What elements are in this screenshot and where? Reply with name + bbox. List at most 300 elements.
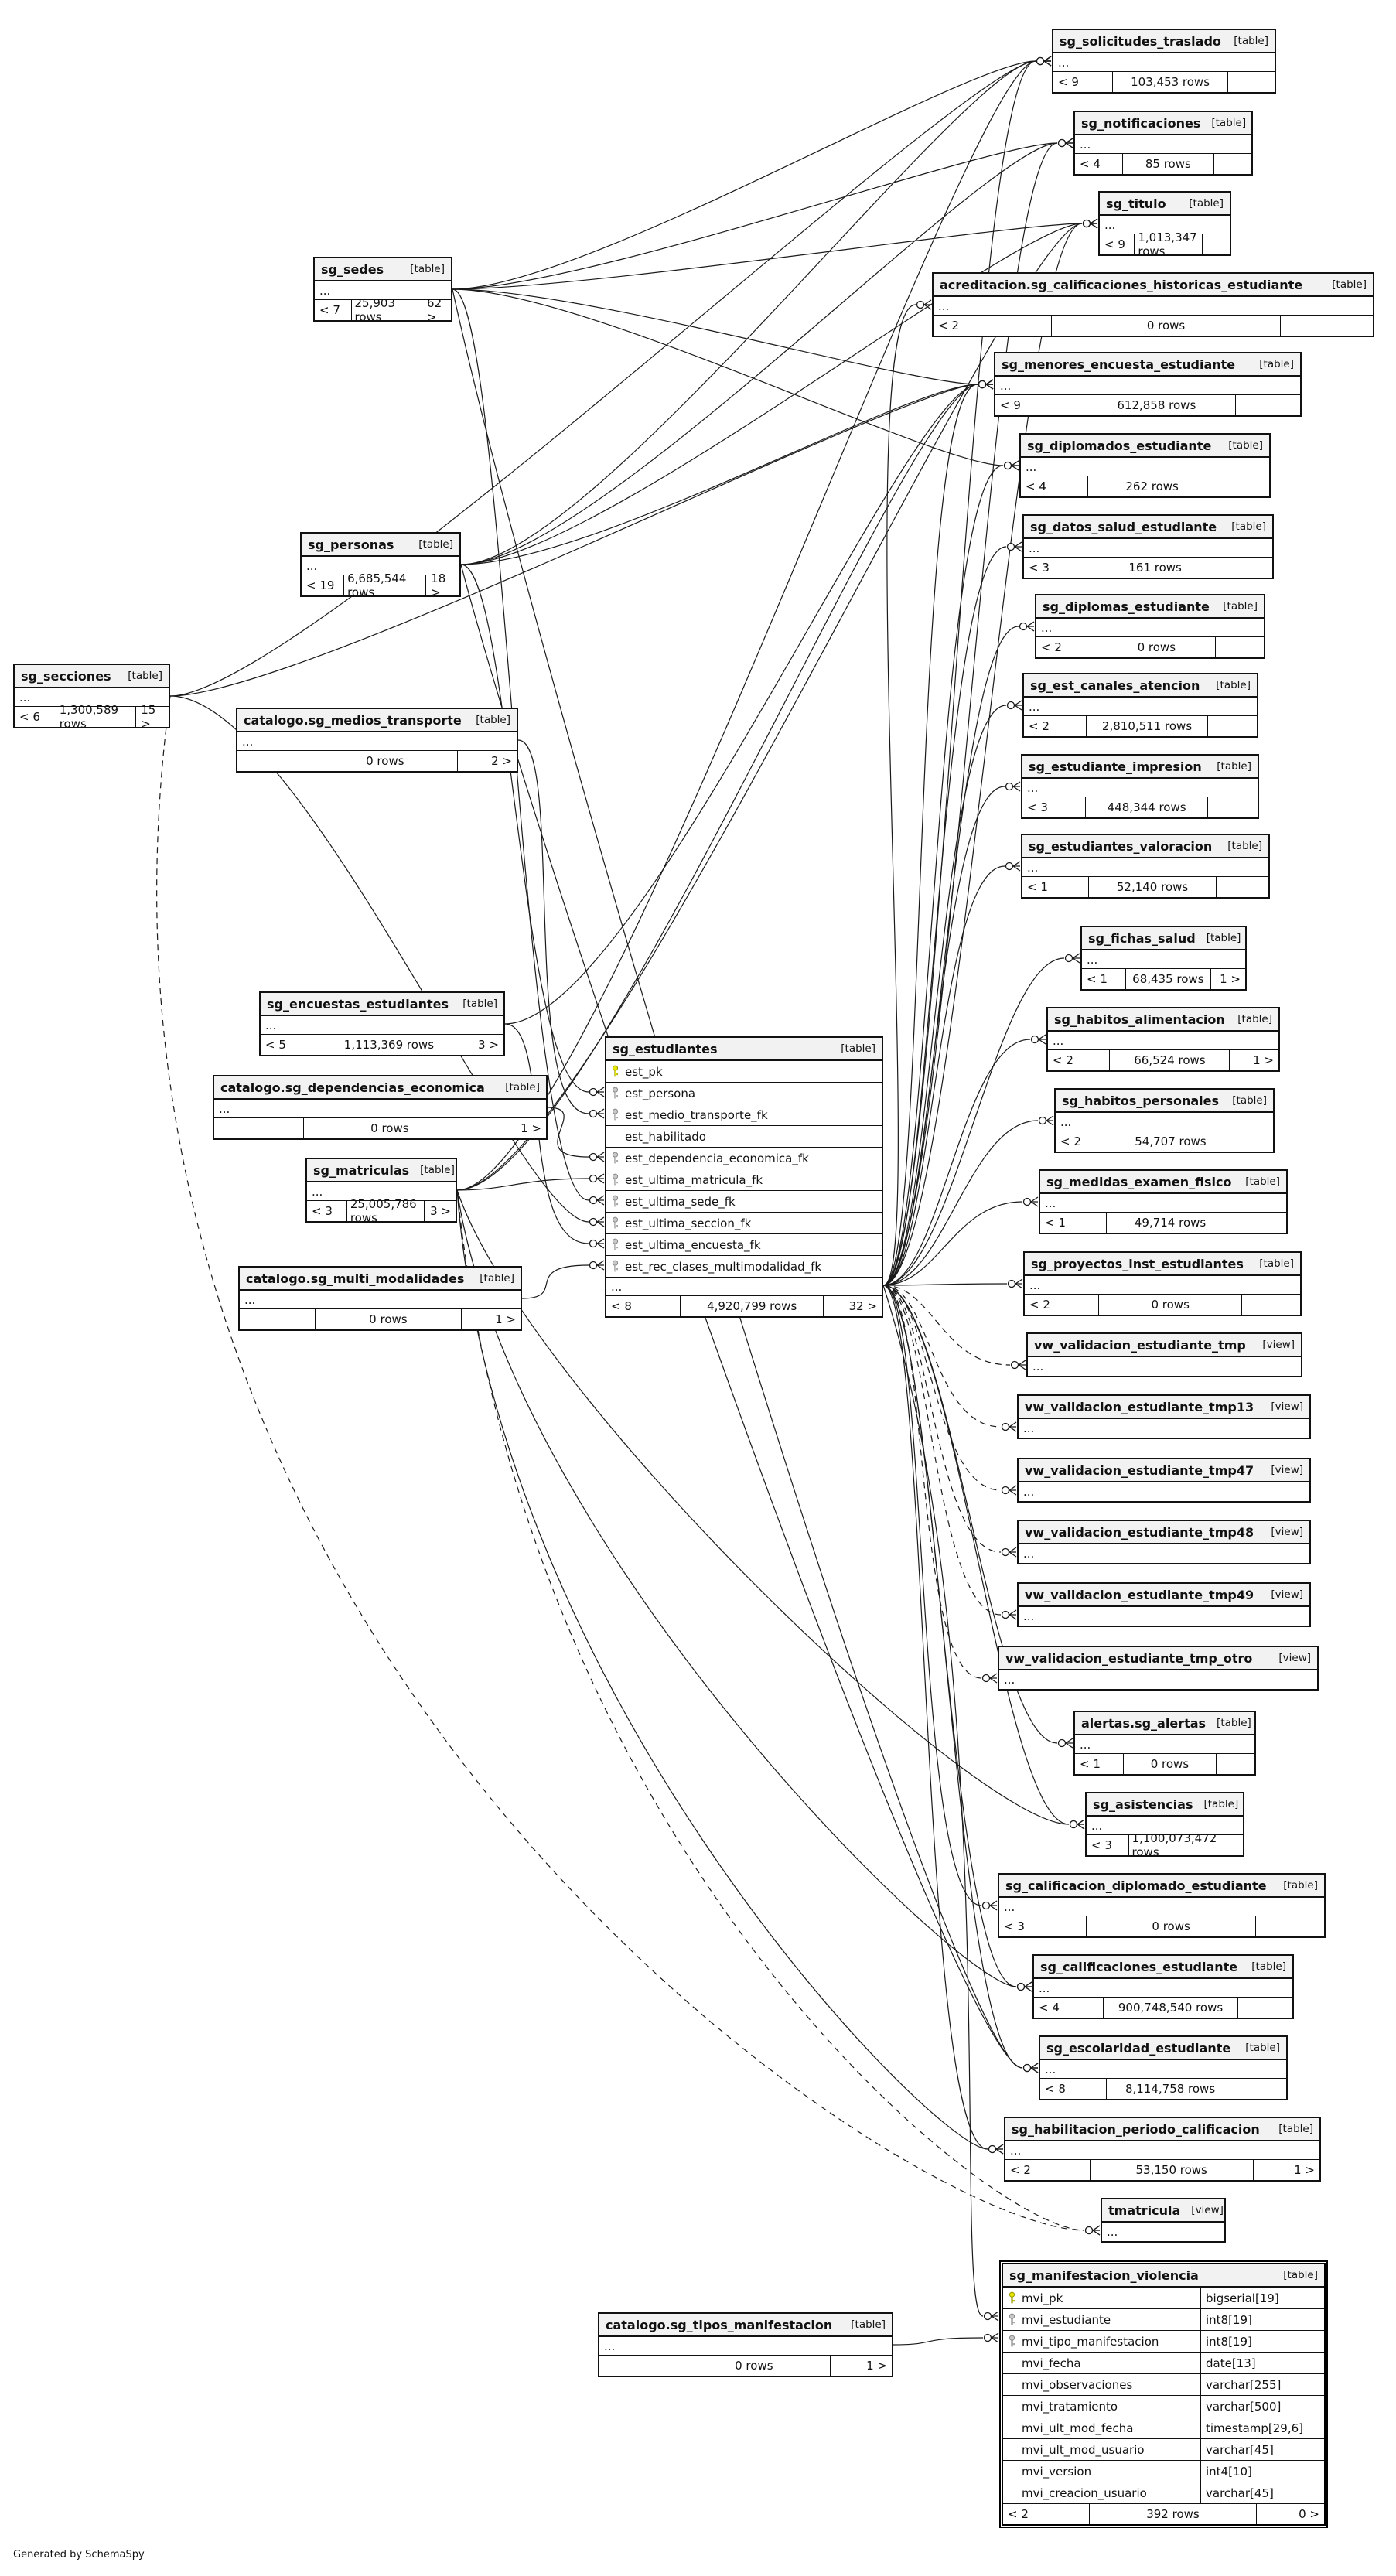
- stats-row: [1087, 1831, 1243, 1859]
- table-name[interactable]: sg_matriculas: [313, 1162, 410, 1178]
- table-kind-tag: [table]: [1223, 600, 1258, 612]
- table-kind-tag: [table]: [480, 1272, 514, 1285]
- table-card-medios[interactable]: [236, 708, 518, 773]
- table-kind-tag: [table]: [1234, 35, 1268, 47]
- table-name[interactable]: sg_estudiante_impresion: [1029, 759, 1202, 774]
- column-name: mvi_creacion_usuario: [1022, 2486, 1147, 2500]
- table-name[interactable]: sg_solicitudes_traslado: [1060, 33, 1221, 49]
- incoming-fk-count: < 1: [1022, 877, 1089, 897]
- edge-circle-terminator: [1066, 955, 1073, 962]
- table-name[interactable]: vw_validacion_estudiante_tmp_otro: [1005, 1650, 1253, 1666]
- ellipsis-row: ...: [1023, 1485, 1035, 1499]
- table-kind-tag: [table]: [1203, 1798, 1239, 1810]
- table-card-habilitacion[interactable]: [1004, 2117, 1321, 2182]
- table-header: [302, 534, 459, 557]
- column-row: [606, 1061, 882, 1083]
- table-kind-tag: [table]: [1189, 197, 1224, 210]
- edge-circle-terminator: [1020, 623, 1027, 630]
- column-type: varchar[255]: [1200, 2374, 1324, 2395]
- table-card-datos_salud[interactable]: [1022, 514, 1274, 579]
- ellipsis-row: ...: [1022, 779, 1258, 797]
- column-name: mvi_pk: [1022, 2291, 1063, 2305]
- table-card-menores[interactable]: [994, 352, 1302, 417]
- column-name: est_habilitado: [625, 1129, 706, 1144]
- table-kind-tag: [table]: [1259, 358, 1294, 370]
- incoming-fk-count: < 9: [1100, 234, 1135, 254]
- ellipsis-row: ...: [1082, 950, 1245, 969]
- edge-crowfoot-arrow: [597, 1174, 604, 1183]
- column-type: int8[19]: [1200, 2331, 1324, 2352]
- row-count: 53,150 rows: [1091, 2160, 1254, 2180]
- table-card-vw_tmp_otro[interactable]: [998, 1646, 1319, 1691]
- column-name: est_persona: [625, 1086, 696, 1100]
- relationship-edge: [883, 1284, 1007, 1285]
- table-card-habitos_pers[interactable]: [1054, 1088, 1275, 1153]
- relationship-edge: [883, 1285, 983, 2316]
- table-header: [1056, 1090, 1273, 1113]
- column-row: [606, 1148, 882, 1169]
- row-count: 25,903 rows: [352, 300, 423, 320]
- table-kind-tag: [view]: [1271, 1526, 1303, 1538]
- row-count: 103,453 rows: [1113, 72, 1228, 92]
- table-kind-tag: [table]: [410, 263, 445, 275]
- stats-row: [1056, 1131, 1273, 1152]
- row-count: 900,748,540 rows: [1104, 1998, 1238, 2018]
- column-row: [1003, 2288, 1324, 2309]
- table-header: [307, 1159, 456, 1182]
- table-card-habitos_alim[interactable]: [1046, 1007, 1280, 1072]
- table-card-tipos[interactable]: [598, 2312, 893, 2377]
- stats-row: [1082, 969, 1245, 989]
- edge-circle-terminator: [983, 1675, 990, 1682]
- table-name[interactable]: tmatricula: [1108, 2202, 1181, 2218]
- table-kind-tag: [view]: [1262, 1339, 1295, 1351]
- table-name[interactable]: sg_encuestas_estudiantes: [267, 996, 449, 1012]
- incoming-fk-count: < 5: [261, 1035, 326, 1055]
- edge-crowfoot-arrow: [990, 1901, 997, 1910]
- outgoing-fk-count: 1 >: [1294, 2163, 1315, 2177]
- ellipsis-row: ...: [1075, 1735, 1254, 1754]
- column-name: est_pk: [625, 1064, 663, 1079]
- ellipsis-row: ...: [1040, 2060, 1286, 2079]
- table-name[interactable]: sg_menores_encuesta_estudiante: [1002, 357, 1236, 372]
- table-header: [599, 2314, 892, 2337]
- table-kind-tag: [view]: [1271, 1401, 1303, 1413]
- table-card-asistencias[interactable]: [1085, 1792, 1244, 1857]
- edge-crowfoot-arrow: [1015, 701, 1022, 710]
- stats-row: [1022, 877, 1268, 897]
- incoming-fk-count: < 2: [1056, 1131, 1114, 1152]
- table-card-escolaridad[interactable]: [1039, 2035, 1288, 2100]
- table-name[interactable]: sg_habilitacion_periodo_calificacion: [1012, 2121, 1260, 2137]
- table-header: [1019, 1396, 1309, 1419]
- column-type: int4[10]: [1200, 2461, 1324, 2482]
- table-name[interactable]: sg_habitos_personales: [1062, 1093, 1220, 1108]
- stats-row: [261, 1035, 503, 1055]
- table-kind-tag: [view]: [1278, 1652, 1311, 1664]
- relationship-edge: [883, 466, 1003, 1285]
- table-name[interactable]: vw_validacion_estudiante_tmp49: [1025, 1587, 1254, 1602]
- table-card-fichas[interactable]: [1080, 926, 1247, 991]
- outgoing-fk-count: [1281, 316, 1373, 336]
- table-kind-tag: [table]: [1211, 117, 1247, 129]
- key-spacer: [1008, 2356, 1016, 2370]
- edge-crowfoot-arrow: [1039, 1035, 1046, 1044]
- table-name[interactable]: vw_validacion_estudiante_tmp48: [1025, 1524, 1254, 1540]
- stats-row: [214, 1118, 546, 1138]
- ellipsis-row: ...: [302, 557, 459, 575]
- relationship-edge: [518, 740, 589, 1114]
- ellipsis-row: ...: [599, 2337, 892, 2356]
- table-card-vw_tmp13[interactable]: [1017, 1394, 1311, 1439]
- table-card-estudiantes[interactable]: [605, 1036, 883, 1318]
- relationship-edge: [893, 2338, 983, 2345]
- row-count: 6,685,544 rows: [344, 575, 426, 595]
- table-name[interactable]: sg_secciones: [21, 668, 111, 684]
- table-card-calif_diplomado[interactable]: [998, 1873, 1326, 1938]
- table-kind-tag: [table]: [1251, 1960, 1286, 1973]
- outgoing-fk-count: [1242, 1295, 1300, 1315]
- column-name: mvi_estudiante: [1022, 2312, 1111, 2327]
- table-kind-tag: [table]: [1332, 278, 1367, 291]
- edge-crowfoot-arrow: [1025, 1982, 1032, 1991]
- table-card-sedes[interactable]: [313, 257, 452, 322]
- incoming-fk-count: < 6: [15, 707, 56, 727]
- table-name[interactable]: vw_validacion_estudiante_tmp47: [1025, 1462, 1254, 1478]
- table-name[interactable]: sg_calificaciones_estudiante: [1040, 1959, 1238, 1974]
- table-card-titulo[interactable]: [1098, 191, 1231, 256]
- stats-row: [1036, 637, 1264, 657]
- edge-crowfoot-arrow: [1009, 1610, 1016, 1619]
- table-card-canales[interactable]: [1022, 673, 1258, 738]
- foreign-key-icon: [611, 1087, 619, 1100]
- incoming-fk-count: < 9: [995, 395, 1077, 415]
- stats-row: [237, 751, 517, 771]
- table-name[interactable]: catalogo.sg_multi_modalidades: [246, 1271, 465, 1286]
- table-kind-tag: [table]: [1206, 932, 1241, 944]
- table-header: [1003, 2264, 1324, 2288]
- outgoing-fk-count: [1228, 72, 1275, 92]
- table-kind-tag: [table]: [476, 714, 510, 726]
- row-count: 0 rows: [316, 1309, 462, 1329]
- incoming-fk-count: < 2: [1003, 2504, 1090, 2524]
- table-name[interactable]: sg_personas: [308, 537, 394, 552]
- row-count: 1,013,347 rows: [1135, 234, 1202, 254]
- outgoing-fk-count: [1227, 1131, 1273, 1152]
- row-count: 0 rows: [1099, 1295, 1242, 1315]
- row-count: 0 rows: [1097, 637, 1216, 657]
- table-header: [1036, 595, 1264, 619]
- row-count: 262 rows: [1088, 476, 1217, 496]
- table-header: [1024, 516, 1272, 539]
- stats-row: [1040, 2079, 1286, 2099]
- edge-crowfoot-arrow: [597, 1109, 604, 1118]
- table-card-alertas[interactable]: [1073, 1711, 1256, 1776]
- column-row: [606, 1083, 882, 1104]
- edge-circle-terminator: [1012, 1362, 1019, 1369]
- relationship-edge: [170, 61, 1036, 696]
- ellipsis-row: ...: [1040, 1194, 1286, 1213]
- edge-circle-terminator: [1018, 1984, 1025, 1991]
- row-count: 0 rows: [678, 2356, 831, 2376]
- row-count: 0 rows: [304, 1118, 476, 1138]
- table-name[interactable]: sg_diplomas_estudiante: [1043, 599, 1210, 614]
- relationship-edge: [883, 61, 1036, 1285]
- incoming-fk-count: < 7: [315, 300, 352, 320]
- edge-circle-terminator: [1024, 1199, 1031, 1206]
- stats-row: [1021, 476, 1269, 496]
- edge-circle-terminator: [979, 381, 986, 388]
- outgoing-fk-count: [1208, 797, 1258, 817]
- ellipsis-row: ...: [1005, 2141, 1319, 2160]
- table-header: [1053, 30, 1275, 53]
- table-kind-tag: [table]: [462, 998, 497, 1010]
- table-name[interactable]: sg_datos_salud_estudiante: [1030, 519, 1217, 534]
- table-name[interactable]: acreditacion.sg_calificaciones_historicas_estudiante: [940, 277, 1303, 292]
- ellipsis-row: ...: [1056, 1113, 1273, 1131]
- incoming-fk-count: [237, 751, 312, 771]
- relationship-edge: [883, 1285, 1016, 1987]
- table-header: [1040, 1171, 1286, 1194]
- table-name[interactable]: vw_validacion_estudiante_tmp13: [1025, 1399, 1254, 1414]
- table-header: [1005, 2118, 1319, 2141]
- incoming-fk-count: < 3: [999, 1916, 1087, 1936]
- ellipsis-row: ...: [999, 1898, 1324, 1916]
- table-name[interactable]: sg_estudiantes_valoracion: [1029, 838, 1213, 854]
- table-header: [1087, 1793, 1243, 1817]
- table-kind-tag: [table]: [1227, 840, 1262, 852]
- incoming-fk-count: [214, 1118, 304, 1138]
- foreign-key-icon: [611, 1216, 619, 1230]
- relationship-edge: [883, 305, 916, 1285]
- table-kind-tag: [table]: [1278, 2123, 1313, 2135]
- table-card-personas[interactable]: [300, 532, 461, 597]
- incoming-fk-count: < 1: [1082, 969, 1126, 989]
- table-header: [214, 1076, 546, 1100]
- stats-row: [1053, 72, 1275, 92]
- stats-row: [1100, 230, 1230, 258]
- table-header: [315, 258, 451, 281]
- relationship-edge: [883, 384, 978, 1285]
- relationship-edge: [457, 1190, 988, 2149]
- table-kind-tag: [table]: [1231, 520, 1266, 533]
- edge-circle-terminator: [1037, 58, 1044, 65]
- table-header: [1021, 435, 1269, 458]
- table-header: [1028, 1334, 1301, 1357]
- table-name[interactable]: alertas.sg_alertas: [1081, 1715, 1207, 1731]
- table-name[interactable]: sg_calificacion_diplomado_estudiante: [1005, 1878, 1267, 1893]
- table-card-impresion[interactable]: [1021, 754, 1259, 819]
- table-name[interactable]: sg_notificaciones: [1081, 115, 1201, 131]
- table-card-manifestacion[interactable]: [999, 2260, 1328, 2528]
- relationship-edge: [522, 1265, 589, 1298]
- primary-key-icon: [611, 1065, 619, 1078]
- table-name[interactable]: sg_escolaridad_estudiante: [1046, 2040, 1231, 2056]
- ellipsis-row: ...: [1053, 53, 1275, 72]
- row-count: 612,858 rows: [1077, 395, 1236, 415]
- edge-crowfoot-arrow: [1044, 56, 1051, 66]
- edge-crowfoot-arrow: [1013, 862, 1020, 871]
- table-header: [240, 1268, 521, 1291]
- relationship-edge: [452, 143, 1057, 289]
- table-card-valoracion[interactable]: [1021, 834, 1270, 899]
- key-spacer: [1008, 2378, 1016, 2391]
- ellipsis-row: ...: [1022, 858, 1268, 877]
- edge-circle-terminator: [1070, 1821, 1077, 1828]
- foreign-key-icon: [611, 1238, 619, 1251]
- table-card-encuestas[interactable]: [259, 991, 505, 1056]
- incoming-fk-count: < 8: [1040, 2079, 1107, 2099]
- table-card-proyectos[interactable]: [1023, 1251, 1302, 1316]
- table-card-matriculas[interactable]: [305, 1158, 457, 1223]
- table-card-vw_tmp47[interactable]: [1017, 1458, 1311, 1503]
- edge-crowfoot-arrow: [986, 380, 993, 389]
- ellipsis-row: ...: [1107, 2225, 1118, 2239]
- stats-row: [1003, 2504, 1324, 2524]
- table-header: [1025, 1253, 1300, 1276]
- table-header: [1022, 835, 1268, 858]
- outgoing-fk-count: 3 >: [430, 1204, 451, 1218]
- relationship-edge: [883, 547, 1006, 1285]
- column-name: est_ultima_seccion_fk: [625, 1216, 752, 1230]
- edge-circle-terminator: [983, 1902, 990, 1909]
- incoming-fk-count: < 8: [606, 1296, 681, 1316]
- foreign-key-icon: [1008, 2313, 1016, 2326]
- outgoing-fk-count: [1220, 558, 1272, 578]
- table-card-notificaciones[interactable]: [1073, 111, 1253, 176]
- edge-circle-terminator: [1002, 1549, 1009, 1556]
- edge-crowfoot-arrow: [1066, 1738, 1073, 1748]
- relationship-edge: [452, 61, 1036, 289]
- table-header: [1034, 1956, 1292, 1979]
- edge-circle-terminator: [590, 1154, 597, 1161]
- table-name[interactable]: catalogo.sg_dependencias_economica: [220, 1080, 485, 1095]
- table-name[interactable]: catalogo.sg_medios_transporte: [244, 712, 462, 728]
- table-card-vw_tmp48[interactable]: [1017, 1520, 1311, 1564]
- table-name[interactable]: sg_proyectos_inst_estudiantes: [1031, 1256, 1244, 1271]
- ellipsis-row: ...: [1075, 135, 1251, 154]
- outgoing-fk-count: 1 >: [521, 1121, 541, 1135]
- table-name[interactable]: sg_diplomados_estudiante: [1027, 438, 1212, 453]
- column-type: varchar[500]: [1200, 2396, 1324, 2417]
- edge-circle-terminator: [1006, 863, 1013, 870]
- edge-crowfoot-arrow: [992, 2333, 998, 2342]
- table-card-multi[interactable]: [238, 1266, 522, 1331]
- row-count: 85 rows: [1123, 154, 1215, 174]
- table-card-medidas[interactable]: [1039, 1169, 1288, 1234]
- edge-crowfoot-arrow: [1015, 1279, 1022, 1288]
- table-card-vw_tmp[interactable]: [1026, 1332, 1302, 1377]
- table-name[interactable]: catalogo.sg_tipos_manifestacion: [606, 2317, 833, 2332]
- table-card-tmatricula[interactable]: [1101, 2198, 1226, 2243]
- edge-crowfoot-arrow: [597, 1196, 604, 1205]
- incoming-fk-count: < 2: [1048, 1050, 1110, 1070]
- table-card-diplomados[interactable]: [1019, 433, 1271, 498]
- ellipsis-row: ...: [995, 377, 1300, 395]
- column-row: [1003, 2461, 1324, 2482]
- column-type: varchar[45]: [1200, 2482, 1324, 2503]
- edge-crowfoot-arrow: [1009, 1486, 1016, 1495]
- table-name[interactable]: sg_est_canales_atencion: [1030, 677, 1200, 693]
- table-card-diplomas[interactable]: [1035, 594, 1265, 659]
- ellipsis-row: ...: [1023, 1609, 1035, 1623]
- row-count: 1,300,589 rows: [56, 707, 137, 727]
- table-name[interactable]: vw_validacion_estudiante_tmp: [1034, 1337, 1246, 1353]
- table-header: [15, 665, 169, 688]
- row-count: 4,920,799 rows: [681, 1296, 824, 1316]
- table-name[interactable]: sg_estudiantes: [613, 1041, 718, 1056]
- column-row: [1003, 2309, 1324, 2331]
- stats-row: [606, 1296, 882, 1316]
- edge-circle-terminator: [590, 1111, 597, 1117]
- ellipsis-row: ...: [1021, 458, 1269, 476]
- edge-circle-terminator: [1032, 1036, 1039, 1043]
- edge-circle-terminator: [1084, 220, 1091, 227]
- table-kind-tag: [view]: [1191, 2204, 1224, 2216]
- outgoing-fk-count: [1236, 395, 1300, 415]
- table-card-solicitudes[interactable]: [1052, 29, 1276, 94]
- table-kind-tag: [view]: [1271, 1464, 1303, 1476]
- column-name: est_dependencia_economica_fk: [625, 1151, 809, 1165]
- incoming-fk-count: < 4: [1021, 476, 1088, 496]
- edge-crowfoot-arrow: [992, 2312, 998, 2321]
- ellipsis-row: ...: [1004, 1673, 1015, 1687]
- edge-crowfoot-arrow: [1015, 542, 1022, 551]
- column-type: int8[19]: [1200, 2309, 1324, 2330]
- edge-circle-terminator: [1002, 1424, 1009, 1431]
- outgoing-fk-count: 1 >: [495, 1312, 516, 1326]
- table-card-secciones[interactable]: [13, 664, 170, 731]
- edge-crowfoot-arrow: [597, 1239, 604, 1248]
- edge-circle-terminator: [1005, 462, 1012, 469]
- stats-row: [1005, 2160, 1319, 2180]
- stats-row: [15, 703, 169, 731]
- key-spacer: [1008, 2443, 1016, 2456]
- table-name[interactable]: sg_habitos_alimentacion: [1054, 1012, 1225, 1027]
- table-name[interactable]: sg_medidas_examen_fisico: [1046, 1174, 1232, 1189]
- column-row: [606, 1234, 882, 1256]
- column-name: est_ultima_encuesta_fk: [625, 1237, 761, 1252]
- edge-circle-terminator: [1008, 702, 1015, 709]
- table-name[interactable]: sg_titulo: [1106, 196, 1166, 211]
- column-row: [606, 1104, 882, 1126]
- table-header: [1048, 1008, 1278, 1032]
- ellipsis-row: ...: [1034, 1979, 1292, 1998]
- table-header: [999, 1647, 1317, 1670]
- table-name[interactable]: sg_fichas_salud: [1088, 930, 1196, 946]
- table-name[interactable]: sg_sedes: [321, 261, 384, 277]
- table-card-calificaciones[interactable]: [1032, 1954, 1294, 2019]
- table-card-acreditacion[interactable]: [932, 272, 1374, 337]
- table-header: [1022, 756, 1258, 779]
- table-name[interactable]: sg_asistencias: [1093, 1796, 1193, 1812]
- table-name[interactable]: sg_manifestacion_violencia: [1009, 2267, 1199, 2283]
- edge-crowfoot-arrow: [1073, 954, 1080, 963]
- foreign-key-icon: [611, 1173, 619, 1186]
- outgoing-fk-count: 1 >: [1253, 1053, 1274, 1067]
- stats-row: [302, 571, 459, 599]
- table-header: [1019, 1459, 1309, 1482]
- edge-crowfoot-arrow: [1046, 1116, 1053, 1125]
- edge-circle-terminator: [1039, 1117, 1046, 1124]
- table-card-dependencias[interactable]: [213, 1075, 548, 1140]
- stats-row: [1040, 1213, 1286, 1233]
- edge-crowfoot-arrow: [1031, 2063, 1038, 2073]
- row-count: 0 rows: [1052, 316, 1280, 336]
- table-card-vw_tmp49[interactable]: [1017, 1582, 1311, 1627]
- table-header: [606, 1038, 882, 1061]
- column-type: varchar[45]: [1200, 2439, 1324, 2460]
